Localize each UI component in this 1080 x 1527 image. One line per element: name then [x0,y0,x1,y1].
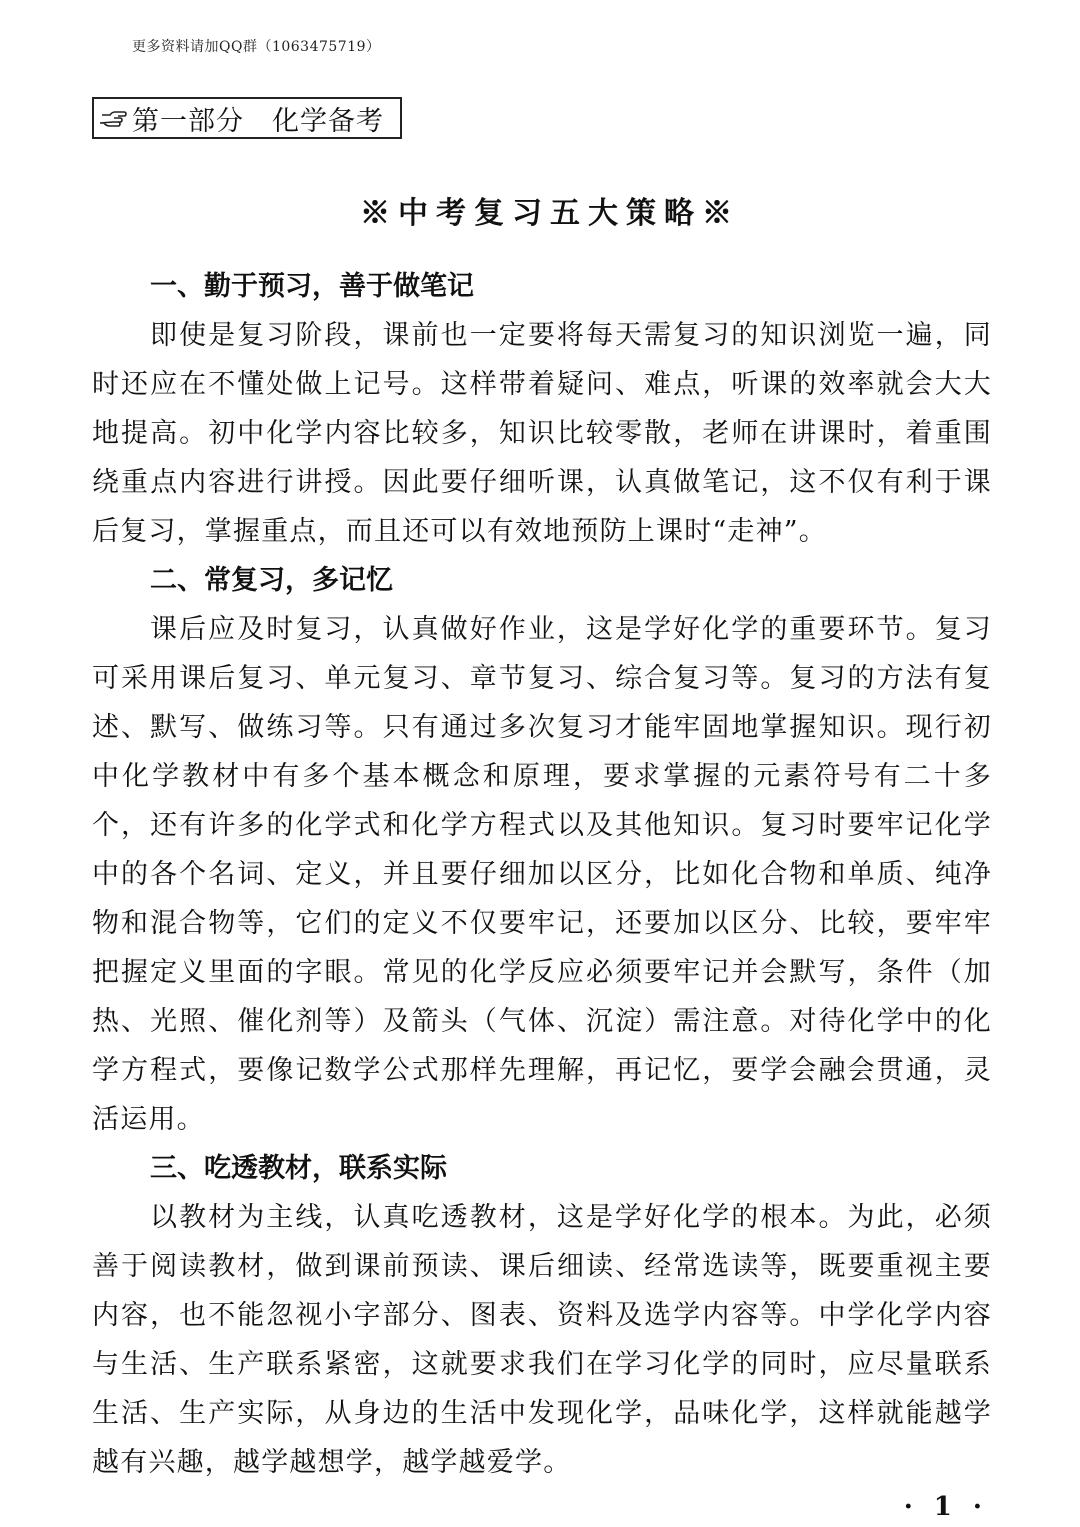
page-number: · 1 · [903,1492,988,1522]
section-body-2: 课后应及时复习，认真做好作业，这是学好化学的重要环节。复习可采用课后复习、单元复习、章节复习、综合复习等。复习的方法有复述、默写、做练习等。只有通过多次复习才能牢固地掌握知识。现行初中化学教材中有多个基本概念和原理，要求掌握的元素符号有二十多个，还有许多的化学式和化学方程式以及其他知识。复习时要牢记化学中的各个名词、定义，并且要仔细加以区分，比如化合物和单质、纯净物和混合物等，它们的定义不仅要牢记，还要加以区分、比较，要牢牢把握定义里面的字眼。常见的化学反应必须要牢记并会默写，条件（加热、光照、催化剂等）及箭头（气体、沉淀）需注意。对待化学中的化学方程式，要像记数学公式那样先理解，再记忆，要学会融会贯通，灵活运用。 [92,614,992,1135]
pointing-hand-icon [100,109,128,127]
section-heading-1: 一、勤于预习，善于做笔记 [150,271,474,302]
part-title-box [92,97,402,139]
main-title: ※中考复习五大策略※ [360,196,740,231]
section-body-1: 即使是复习阶段，课前也一定要将每天需复习的知识浏览一遍，同时还应在不懂处做上记号。这样带着疑问、难点，听课的效率就会大大地提高。初中化学内容比较多，知识比较零散，老师在讲课时，着重围绕重点内容进行讲授。因此要仔细听课，认真做笔记，这不仅有利于课后复习，掌握重点，而且还可以有效地预防上课时“走神”。 [92,320,992,547]
article-content [92,262,992,1487]
header-note: 更多资料请加QQ群（1063475719） [132,39,381,55]
section-heading-3: 三、吃透教材，联系实际 [150,1153,447,1184]
part-title: 第一部分 化学备考 [132,105,384,137]
section-heading-2: 二、常复习，多记忆 [150,565,393,596]
section-body-3: 以教材为主线，认真吃透教材，这是学好化学的根本。为此，必须善于阅读教材，做到课前预读、课后细读、经常选读等，既要重视主要内容，也不能忽视小字部分、图表、资料及选学内容等。中学化学内容与生活、生产联系紧密，这就要求我们在学习化学的同时，应尽量联系生活、生产实际，从身边的生活中发现化学，品味化学，这样就能越学越有兴趣，越学越想学，越学越爱学。 [92,1202,992,1478]
